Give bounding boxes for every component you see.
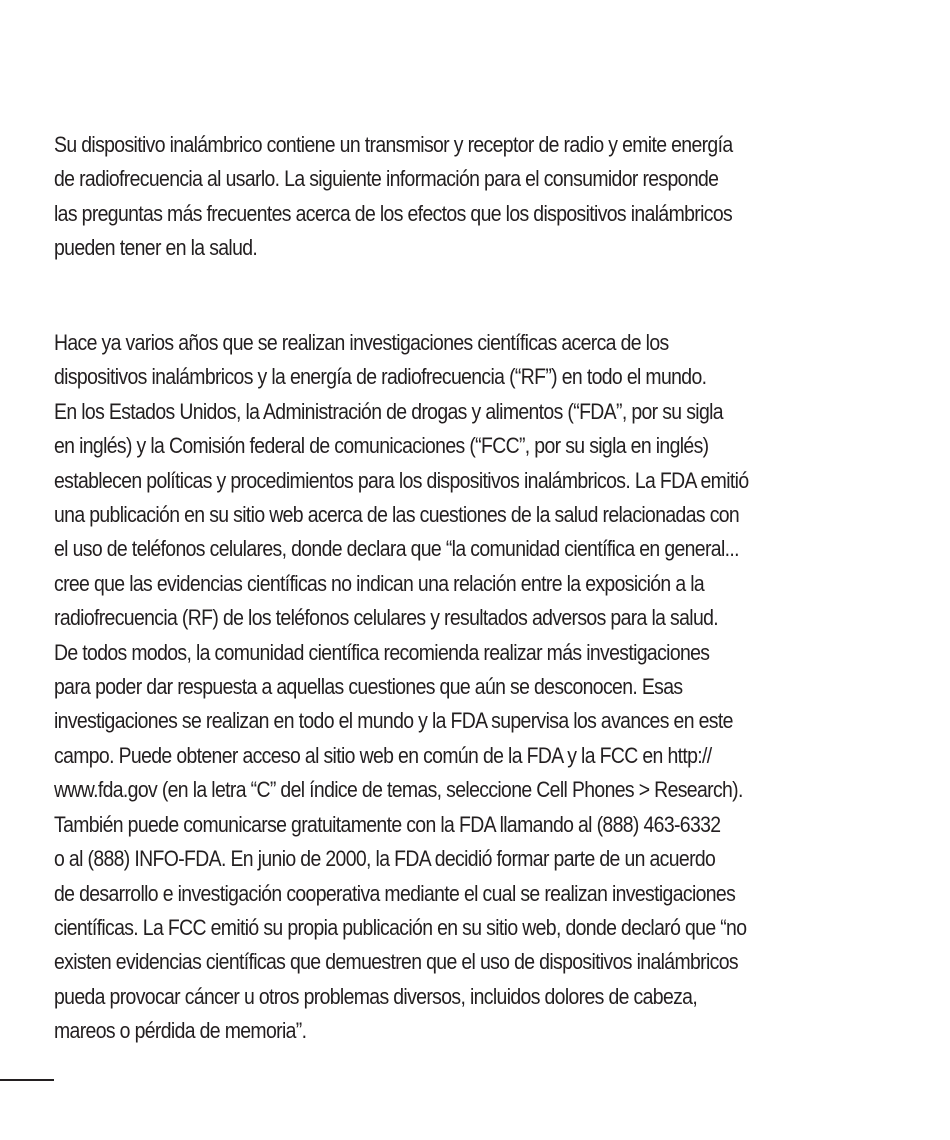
text-line: En los Estados Unidos, la Administración de drogas y alimentos (“FDA”, por su sigla (54, 398, 723, 424)
footer-divider (0, 1079, 54, 1081)
text-line: científicas. La FCC emitió su propia publicación en su sitio web, donde declaró que “no (54, 914, 747, 940)
text-line: investigaciones se realizan en todo el mundo y la FDA supervisa los avances en este (54, 708, 733, 734)
text-line: Hace ya varios años que se realizan investigaciones científicas acerca de los (54, 330, 669, 355)
text-line: También puede comunicarse gratuitamente con la FDA llamando al (888) 463-6332 (54, 811, 721, 837)
text-line: pueda provocar cáncer u otros problemas diversos, incluidos dolores de cabeza, (54, 983, 698, 1009)
text-line: existen evidencias científicas que demuestren que el uso de dispositivos inalámbricos (54, 949, 738, 975)
text-line: una publicación en su sitio web acerca de las cuestiones de la salud relacionadas con (54, 502, 740, 528)
text-line: de radiofrecuencia al usarlo. La siguiente información para el consumidor responde (54, 166, 719, 192)
text-line: De todos modos, la comunidad científica recomienda realizar más investigaciones (54, 639, 710, 665)
text-line: de desarrollo e investigación cooperativa mediante el cual se realizan investigaciones (54, 880, 736, 906)
text-line: mareos o pérdida de memoria”. (54, 1018, 307, 1044)
text-line: en inglés) y la Comisión federal de comunicaciones (“FCC”, por su sigla en inglés) (54, 433, 709, 459)
text-line: radiofrecuencia (RF) de los teléfonos celulares y resultados adversos para la salud. (54, 605, 719, 631)
text-line: para poder dar respuesta a aquellas cuestiones que aún se desconocen. Esas (54, 674, 683, 700)
text-line: campo. Puede obtener acceso al sitio web en común de la FDA y la FCC en http:// (54, 742, 712, 768)
text-line: www.fda.gov (en la letra “C” del índice de temas, seleccione Cell Phones > Research). (54, 777, 743, 803)
text-line: el uso de teléfonos celulares, donde declara que “la comunidad científica en general... (54, 536, 739, 562)
text-line: pueden tener en la salud. (54, 235, 258, 261)
text-line: dispositivos inalámbricos y la energía de radiofrecuencia (“RF”) en todo el mundo. (54, 364, 707, 390)
text-line: cree que las evidencias científicas no indican una relación entre la exposición a la (54, 570, 705, 596)
text-line: establecen políticas y procedimientos para los dispositivos inalámbricos. La FDA emitió (54, 467, 749, 493)
body-paragraph (54, 326, 748, 1049)
text-line: Su dispositivo inalámbrico contiene un transmisor y receptor de radio y emite energía (54, 132, 733, 157)
intro-paragraph (54, 128, 733, 266)
text-line: las preguntas más frecuentes acerca de los efectos que los dispositivos inalámbricos (54, 200, 733, 226)
text-line: o al (888) INFO-FDA. En junio de 2000, la FDA decidió formar parte de un acuerdo (54, 846, 716, 872)
